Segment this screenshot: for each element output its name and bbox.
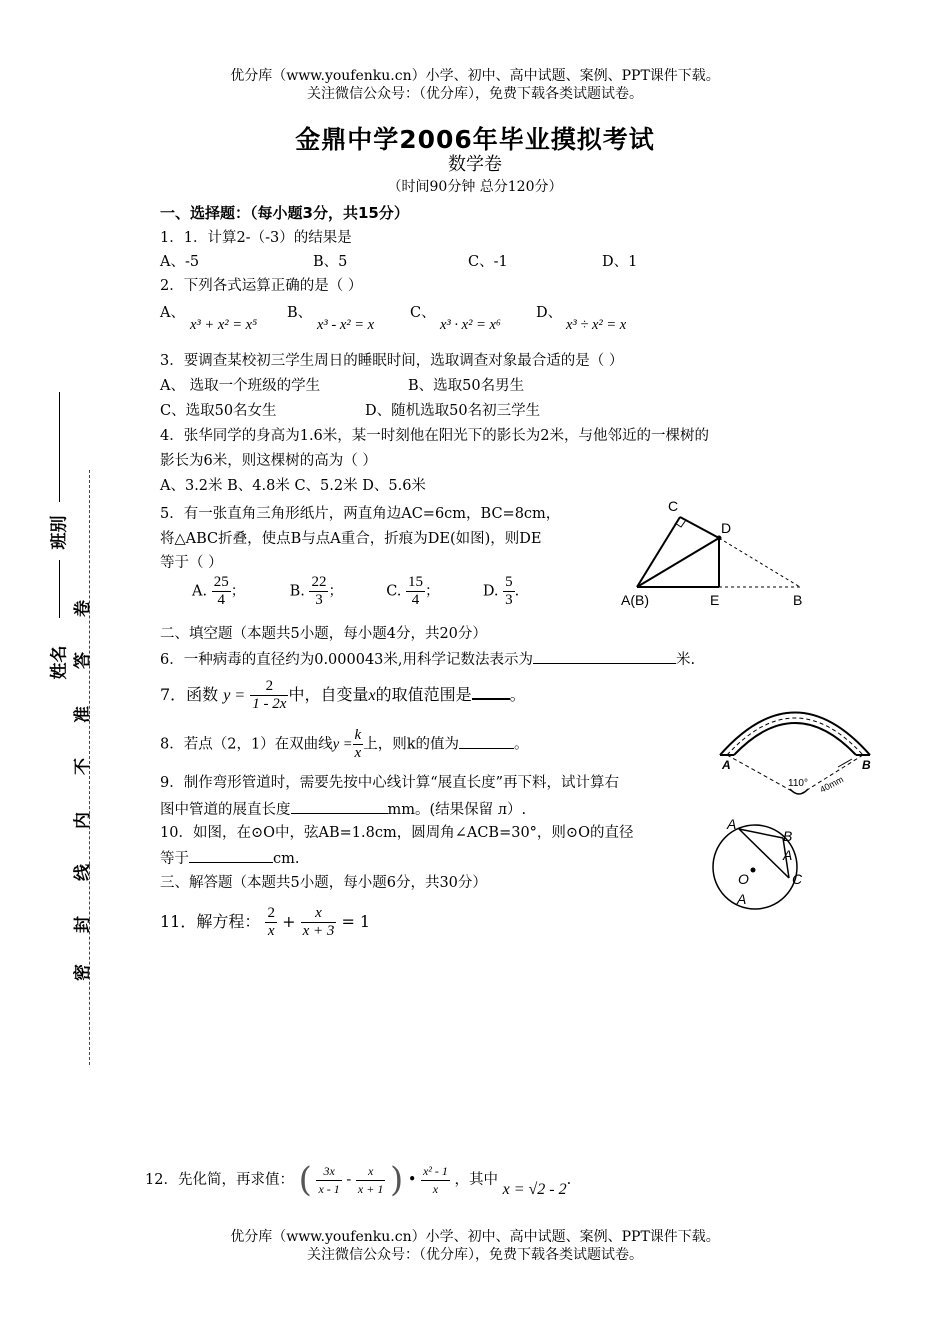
- q11-den-2: x + 3: [302, 923, 335, 939]
- q9-label-b: B: [862, 758, 871, 772]
- q9-label-a: A: [722, 758, 731, 772]
- q9-label-width: 40mm: [818, 774, 846, 795]
- q9-pre: 图中管道的展直长度: [160, 802, 291, 818]
- q9-radius-left: [727, 755, 799, 795]
- q5-option-c-label: C.: [386, 583, 402, 600]
- seal-char-1: 卷: [73, 600, 93, 617]
- q12-num-1: 3x: [316, 1163, 341, 1181]
- class-blank-line: [59, 392, 60, 502]
- q1-option-c: C、-1: [468, 254, 508, 270]
- q7-answer-blank[interactable]: [472, 684, 510, 700]
- q12-paren-left: (: [298, 1160, 312, 1200]
- q5-edge-ad: [637, 538, 719, 587]
- footer-line-1: 优分库（www.youfenku.cn）小学、初中、高中试题、案例、PPT课件下载。: [230, 1229, 720, 1245]
- q1-option-d: D、1: [602, 254, 638, 270]
- q2-expr-b: x³ - x² = x: [317, 317, 375, 333]
- q7-num: 2: [250, 678, 288, 696]
- q10-label-a-mid: A: [783, 847, 793, 863]
- q10-circle-figure: [705, 812, 815, 912]
- q2-expr-a: x³ + x² = x⁵: [190, 317, 258, 333]
- page-subtitle: 数学卷: [448, 154, 502, 175]
- time-info: （时间90分钟 总分120分）: [387, 179, 563, 195]
- q5-line-3: 等于（ ）: [160, 555, 223, 571]
- name-label: 姓名: [49, 645, 70, 680]
- q1-option-a: A、-5: [160, 254, 200, 270]
- q5-option-d-num: 5: [505, 574, 513, 590]
- q6-post: 米.: [676, 652, 696, 668]
- q10-post: cm.: [273, 851, 300, 867]
- q5-option-a-label: A.: [192, 583, 208, 600]
- name-blank-line: [59, 560, 60, 618]
- q5-option-b-den: 3: [315, 592, 323, 608]
- seal-char-5: 内: [73, 812, 93, 829]
- section2-heading: 二、填空题（本题共5小题，每小题4分，共20分）: [160, 626, 487, 642]
- q9-pipe-outer-arc: [720, 713, 870, 756]
- q12-end: .: [566, 1172, 572, 1188]
- q8-pre: 8．若点（2，1）在双曲线: [160, 736, 333, 753]
- q12-den-3: x: [432, 1181, 439, 1196]
- q5-options: [192, 574, 543, 609]
- q2-label-d: D、: [536, 305, 563, 321]
- q7-end: 。: [509, 685, 526, 704]
- q10-pre: 等于: [160, 851, 189, 867]
- q5-triangle-figure: [615, 495, 815, 610]
- q8-answer-blank[interactable]: [459, 734, 514, 749]
- q8-y: y =: [332, 736, 353, 753]
- seal-char-4: 不: [73, 758, 93, 775]
- q11: [160, 898, 370, 946]
- q11-num-1: 2: [267, 905, 275, 921]
- q12-den-2: x + 1: [357, 1181, 384, 1196]
- q5-label-d: D: [721, 520, 732, 536]
- q5-option-a-num: 25: [213, 574, 229, 590]
- q3-stem: 3．要调查某校初三学生周日的睡眠时间，选取调查对象最合适的是（ ）: [160, 353, 624, 369]
- q2-stem: 2．下列各式运算正确的是（ ）: [160, 278, 363, 294]
- q2-expr-c: x³ · x² = x⁶: [440, 317, 501, 333]
- q2-label-b: B、: [287, 305, 313, 321]
- q12-pre: 12．先化简，再求值：: [145, 1172, 294, 1188]
- q12-mid: ，其中: [454, 1172, 499, 1188]
- q5-option-b-sep: ；: [328, 583, 343, 600]
- q7: [160, 678, 526, 713]
- q10-line-1: 10．如图，在⊙O中，弦AB=1.8cm，圆周角∠ACB=30°，则⊙O的直径: [160, 825, 634, 841]
- q11-plus: +: [282, 912, 296, 931]
- q8-mid: 上，则k的值为: [363, 736, 460, 753]
- q5-point-d: [717, 536, 722, 541]
- header-line-1: 优分库（www.youfenku.cn）小学、初中、高中试题、案例、PPT课件下载。: [230, 68, 720, 84]
- q12: [145, 1156, 571, 1204]
- q5-option-d-label: D.: [482, 583, 499, 600]
- page-title: 金鼎中学2006年毕业摸拟考试: [295, 125, 655, 154]
- header-line-2: 关注微信公众号：（优分库），免费下载各类试题试卷。: [307, 86, 643, 102]
- q9-angle-arc: [790, 789, 808, 794]
- seal-char-8: 密: [73, 964, 93, 981]
- q7-post: 的取值范围是: [375, 685, 472, 704]
- q11-eq: = 1: [341, 912, 371, 931]
- q5-label-b: B: [793, 592, 803, 608]
- q10-label-o: O: [738, 871, 749, 887]
- q5-edge-db: [719, 538, 800, 587]
- q5-label-e: E: [710, 592, 720, 608]
- q12-num-2: x: [356, 1163, 385, 1181]
- footer-line-2: 关注微信公众号：（优分库），免费下载各类试题试卷。: [307, 1247, 643, 1263]
- seal-char-6: 线: [73, 864, 93, 881]
- q9-pipe-inner-arc: [734, 723, 856, 755]
- q5-label-ab: A(B): [621, 592, 649, 608]
- q1-option-b: B、5: [313, 254, 348, 270]
- seal-char-7: 封: [73, 916, 93, 933]
- seal-char-2: 答: [73, 652, 93, 669]
- section1-heading: 一、选择题：（每小题3分，共15分）: [160, 204, 409, 222]
- q5-option-c-sep: ；: [425, 583, 440, 600]
- q1-stem: 1．1．计算2-（-3）的结果是: [160, 230, 352, 246]
- q2-expr-d: x³ ÷ x² = x: [566, 317, 627, 333]
- q5-label-c: C: [668, 498, 679, 514]
- q12-paren-right: ): [389, 1160, 404, 1200]
- q8-num: k: [354, 727, 362, 743]
- q2-label-c: C、: [410, 305, 436, 321]
- q12-dot: •: [407, 1172, 417, 1188]
- q3-option-c: C、选取50名女生: [160, 403, 277, 419]
- q5-option-c-den: 4: [411, 592, 420, 608]
- section3-heading: 三、解答题（本题共5小题，每小题6分，共30分）: [160, 875, 487, 891]
- class-label: 班别: [49, 515, 70, 550]
- q3-option-a: A、 选取一个班级的学生: [160, 378, 321, 394]
- q9-line-1: 9．制作弯形管道时，需要先按中心线计算“展直长度”再下料，试计算右: [160, 775, 620, 791]
- q10-answer-blank[interactable]: [189, 848, 273, 863]
- q8: [160, 727, 529, 762]
- q8-end: 。: [514, 736, 529, 753]
- q9-post: mm。(结果保留 л）.: [387, 802, 527, 818]
- q3-option-d: D、随机选取50名初三学生: [365, 403, 541, 419]
- q10-label-c: C: [792, 871, 803, 887]
- q10-label-a-top: A: [727, 816, 737, 832]
- q10-center-point: [751, 868, 756, 873]
- q7-mid: 中，自变量: [288, 685, 369, 704]
- q5-option-d-sep: .: [514, 583, 520, 600]
- seal-char-3: 准: [73, 706, 93, 723]
- q12-num-3: x² - 1: [421, 1163, 450, 1181]
- q10-line-2: [160, 848, 299, 869]
- q8-den: x: [354, 745, 362, 761]
- q10-label-a-bottom: A: [737, 891, 747, 907]
- q5-line-2: 将△ABC折叠，使点B与点A重合，折痕为DE(如图)，则DE: [160, 531, 542, 547]
- q7-den: 1 - 2x: [252, 696, 287, 712]
- q7-var: x: [368, 687, 376, 704]
- q5-option-b-num: 22: [311, 574, 327, 590]
- q5-option-a-sep: ；: [230, 583, 246, 600]
- q11-pre: 11．解方程：: [160, 912, 261, 931]
- q4-line-1: 4．张华同学的身高为1.6米，某一时刻他在阳光下的影长为2米，与他邻近的一棵树的: [160, 428, 710, 444]
- q12-condition: x = √2 - 2: [502, 1181, 567, 1198]
- q7-y: y =: [223, 687, 246, 704]
- q6: [160, 649, 695, 670]
- q5-edge-ac: [637, 517, 680, 587]
- q12-minus: -: [346, 1172, 352, 1188]
- q11-den-1: x: [267, 923, 275, 939]
- q9-pipe-figure: [712, 695, 882, 807]
- q4-options: A、3.2米 B、4.8米 C、5.2米 D、5.6米: [160, 478, 426, 494]
- q5-option-b-label: B.: [289, 583, 305, 600]
- q5-option-a-den: 4: [217, 592, 225, 608]
- q9-answer-blank[interactable]: [291, 799, 388, 814]
- q9-label-angle: 110°: [788, 778, 808, 789]
- q6-answer-blank[interactable]: [533, 649, 676, 664]
- q6-pre: 6．一种病毒的直径约为0.000043米,用科学记数法表示为: [160, 652, 534, 668]
- q12-den-1: x - 1: [318, 1181, 340, 1196]
- q5-option-d-den: 3: [505, 592, 513, 608]
- q10-label-b: B: [783, 828, 793, 844]
- q5-line-1: 5．有一张直角三角形纸片，两直角边AC=6cm，BC=8cm，: [160, 506, 561, 522]
- q5-option-c-num: 15: [408, 574, 424, 590]
- q9-line-2: [160, 799, 526, 820]
- q7-pre: 7．函数: [160, 685, 219, 704]
- q11-num-2: x: [301, 905, 337, 923]
- q3-option-b: B、选取50名男生: [408, 378, 525, 394]
- q2-label-a: A、: [160, 305, 185, 321]
- q4-line-2: 影长为6米，则这棵树的高为（ ）: [160, 453, 377, 469]
